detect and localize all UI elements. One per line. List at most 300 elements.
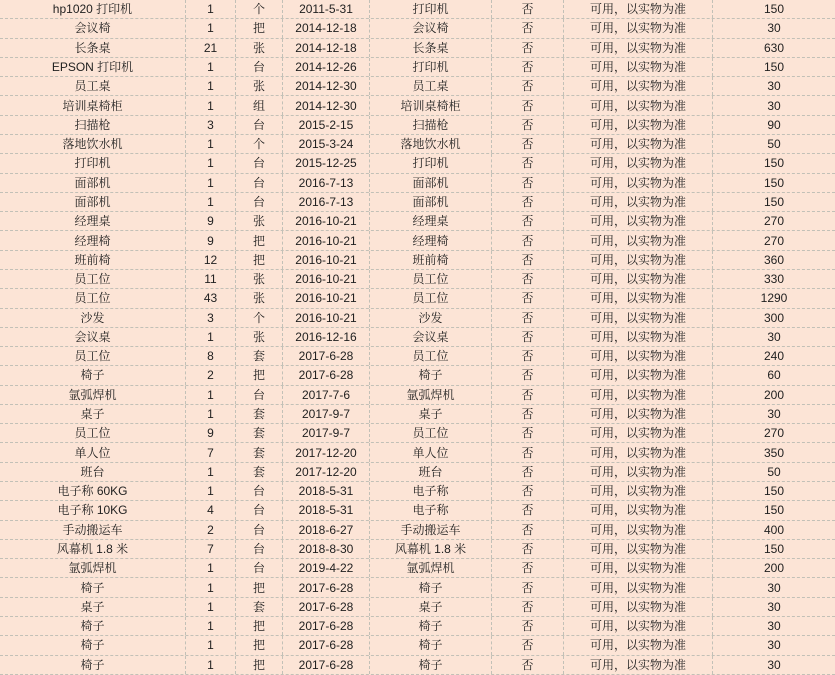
table-row: [0, 96, 835, 115]
table-row: [0, 289, 835, 308]
cell-unit[interactable]: 台: [236, 482, 283, 500]
cell-value[interactable]: 30: [767, 657, 781, 672]
cell-unit[interactable]: 套: [236, 424, 283, 442]
cell-unit[interactable]: 张: [236, 289, 283, 307]
cell-item-name-2[interactable]: 培训桌椅柜: [370, 96, 492, 114]
cell-item-name[interactable]: 经理椅: [0, 231, 186, 249]
cell-item-name[interactable]: 面部机: [0, 174, 186, 192]
cell-flag[interactable]: 否: [492, 424, 564, 442]
cell-item-name[interactable]: 电子称 10KG: [0, 501, 186, 519]
cell-value[interactable]: 150: [763, 542, 785, 557]
cell-flag[interactable]: 否: [492, 482, 564, 500]
cell-status[interactable]: 可用，以实物为准: [564, 598, 713, 616]
cell-date[interactable]: 2016-10-21: [283, 212, 370, 230]
cell-unit[interactable]: 组: [236, 96, 283, 114]
cell-flag[interactable]: 否: [492, 366, 564, 384]
cell-value[interactable]: 150: [763, 175, 785, 190]
cell-date[interactable]: 2018-6-27: [283, 521, 370, 539]
cell-flag[interactable]: 否: [492, 154, 564, 172]
cell-status[interactable]: 可用，以实物为准: [564, 251, 713, 269]
cell-item-name[interactable]: 电子称 60KG: [0, 482, 186, 500]
cell-unit[interactable]: 台: [236, 58, 283, 76]
cell-item-name-2[interactable]: 打印机: [370, 0, 492, 18]
cell-unit[interactable]: 张: [236, 39, 283, 57]
cell-flag[interactable]: 否: [492, 270, 564, 288]
cell-quantity[interactable]: 1: [186, 636, 236, 654]
cell-date[interactable]: 2017-6-28: [283, 617, 370, 635]
cell-status[interactable]: 可用，以实物为准: [564, 212, 713, 230]
cell-date[interactable]: 2016-10-21: [283, 231, 370, 249]
cell-item-name-2[interactable]: 扫描枪: [370, 116, 492, 134]
cell-item-name-2[interactable]: 员工位: [370, 424, 492, 442]
cell-unit[interactable]: 台: [236, 174, 283, 192]
cell-date[interactable]: 2018-5-31: [283, 501, 370, 519]
cell-value[interactable]: 60: [767, 368, 781, 383]
cell-unit[interactable]: 张: [236, 270, 283, 288]
cell-date[interactable]: 2017-6-28: [283, 636, 370, 654]
cell-item-name[interactable]: 员工位: [0, 289, 186, 307]
cell-flag[interactable]: 否: [492, 386, 564, 404]
table-row: [0, 347, 835, 366]
cell-status[interactable]: 可用，以实物为准: [564, 39, 713, 57]
cell-value[interactable]: 1290: [760, 291, 788, 306]
cell-value[interactable]: 30: [767, 21, 781, 36]
cell-quantity[interactable]: 7: [186, 540, 236, 558]
cell-value[interactable]: 90: [767, 117, 781, 132]
cell-value[interactable]: 30: [767, 98, 781, 113]
cell-unit[interactable]: 把: [236, 636, 283, 654]
cell-value[interactable]: 30: [767, 580, 781, 595]
cell-date[interactable]: 2016-7-13: [283, 193, 370, 211]
cell-value[interactable]: 270: [763, 233, 785, 248]
cell-flag[interactable]: 否: [492, 289, 564, 307]
cell-flag[interactable]: 否: [492, 19, 564, 37]
cell-value[interactable]: 200: [763, 561, 785, 576]
cell-date[interactable]: 2015-12-25: [283, 154, 370, 172]
cell-unit[interactable]: 台: [236, 154, 283, 172]
cell-status[interactable]: 可用，以实物为准: [564, 443, 713, 461]
cell-date[interactable]: 2014-12-18: [283, 19, 370, 37]
cell-quantity[interactable]: 1: [186, 386, 236, 404]
cell-value[interactable]: 30: [767, 599, 781, 614]
cell-quantity[interactable]: 1: [186, 0, 236, 18]
cell-value[interactable]: 30: [767, 638, 781, 653]
cell-item-name-2[interactable]: 电子称: [370, 482, 492, 500]
cell-status[interactable]: 可用，以实物为准: [564, 328, 713, 346]
cell-status[interactable]: 可用，以实物为准: [564, 77, 713, 95]
cell-value[interactable]: 30: [767, 329, 781, 344]
cell-date[interactable]: 2015-2-15: [283, 116, 370, 134]
cell-status[interactable]: 可用，以实物为准: [564, 559, 713, 577]
cell-quantity[interactable]: 1: [186, 617, 236, 635]
cell-value[interactable]: 300: [763, 310, 785, 325]
cell-quantity[interactable]: 11: [186, 270, 236, 288]
cell-item-name-2[interactable]: 会议椅: [370, 19, 492, 37]
cell-flag[interactable]: 否: [492, 598, 564, 616]
cell-quantity[interactable]: 1: [186, 154, 236, 172]
cell-status[interactable]: 可用，以实物为准: [564, 347, 713, 365]
cell-item-name-2[interactable]: 椅子: [370, 656, 492, 674]
table-row: [0, 617, 835, 636]
cell-status[interactable]: 可用，以实物为准: [564, 154, 713, 172]
cell-status[interactable]: 可用，以实物为准: [564, 270, 713, 288]
cell-value[interactable]: 150: [763, 59, 785, 74]
cell-flag[interactable]: 否: [492, 193, 564, 211]
cell-unit[interactable]: 把: [236, 366, 283, 384]
cell-flag[interactable]: 否: [492, 347, 564, 365]
cell-flag[interactable]: 否: [492, 116, 564, 134]
cell-value[interactable]: 330: [763, 272, 785, 287]
cell-status[interactable]: 可用，以实物为准: [564, 540, 713, 558]
cell-status[interactable]: 可用，以实物为准: [564, 617, 713, 635]
cell-flag[interactable]: 否: [492, 328, 564, 346]
cell-item-name[interactable]: 员工位: [0, 424, 186, 442]
cell-unit[interactable]: 个: [236, 0, 283, 18]
cell-quantity[interactable]: 12: [186, 251, 236, 269]
cell-item-name[interactable]: 扫描枪: [0, 116, 186, 134]
cell-unit[interactable]: 张: [236, 212, 283, 230]
cell-unit[interactable]: 把: [236, 231, 283, 249]
cell-item-name-2[interactable]: 经理桌: [370, 212, 492, 230]
cell-item-name[interactable]: 培训桌椅柜: [0, 96, 186, 114]
table-row: [0, 636, 835, 655]
cell-value[interactable]: 30: [767, 407, 781, 422]
cell-item-name[interactable]: 员工位: [0, 347, 186, 365]
cell-item-name-2[interactable]: 班前椅: [370, 251, 492, 269]
cell-item-name-2[interactable]: 打印机: [370, 58, 492, 76]
cell-item-name-2[interactable]: 单人位: [370, 443, 492, 461]
cell-quantity[interactable]: 1: [186, 656, 236, 674]
cell-date[interactable]: 2019-4-22: [283, 559, 370, 577]
cell-item-name[interactable]: 落地饮水机: [0, 135, 186, 153]
cell-flag[interactable]: 否: [492, 578, 564, 596]
cell-unit[interactable]: 把: [236, 251, 283, 269]
cell-quantity[interactable]: 9: [186, 231, 236, 249]
cell-date[interactable]: 2016-10-21: [283, 251, 370, 269]
cell-item-name-2[interactable]: 桌子: [370, 598, 492, 616]
cell-item-name[interactable]: 椅子: [0, 636, 186, 654]
cell-flag[interactable]: 否: [492, 501, 564, 519]
cell-item-name-2[interactable]: 椅子: [370, 578, 492, 596]
cell-date[interactable]: 2016-12-16: [283, 328, 370, 346]
cell-unit[interactable]: 套: [236, 598, 283, 616]
cell-date[interactable]: 2017-12-20: [283, 463, 370, 481]
cell-item-name[interactable]: 单人位: [0, 443, 186, 461]
cell-value[interactable]: 150: [763, 484, 785, 499]
cell-date[interactable]: 2017-6-28: [283, 656, 370, 674]
cell-flag[interactable]: 否: [492, 405, 564, 423]
table-row: [0, 463, 835, 482]
cell-flag[interactable]: 否: [492, 540, 564, 558]
cell-flag[interactable]: 否: [492, 656, 564, 674]
cell-item-name[interactable]: 会议椅: [0, 19, 186, 37]
table-row: [0, 598, 835, 617]
cell-item-name-2[interactable]: 椅子: [370, 636, 492, 654]
cell-flag[interactable]: 否: [492, 231, 564, 249]
cell-status[interactable]: 可用，以实物为准: [564, 386, 713, 404]
cell-date[interactable]: 2017-12-20: [283, 443, 370, 461]
cell-item-name[interactable]: 员工桌: [0, 77, 186, 95]
cell-value[interactable]: 150: [763, 194, 785, 209]
cell-status[interactable]: 可用，以实物为准: [564, 19, 713, 37]
cell-date[interactable]: 2017-6-28: [283, 366, 370, 384]
table-row: [0, 443, 835, 462]
cell-unit[interactable]: 套: [236, 405, 283, 423]
cell-item-name-2[interactable]: 员工位: [370, 347, 492, 365]
cell-quantity[interactable]: 7: [186, 443, 236, 461]
cell-item-name[interactable]: 长条桌: [0, 39, 186, 57]
cell-value[interactable]: 150: [763, 503, 785, 518]
cell-status[interactable]: 可用，以实物为准: [564, 96, 713, 114]
table-row: [0, 154, 835, 173]
cell-quantity[interactable]: 8: [186, 347, 236, 365]
table-row: [0, 212, 835, 231]
cell-date[interactable]: 2014-12-18: [283, 39, 370, 57]
cell-quantity[interactable]: 1: [186, 598, 236, 616]
cell-item-name-2[interactable]: 员工位: [370, 270, 492, 288]
cell-value[interactable]: 30: [767, 79, 781, 94]
cell-date[interactable]: 2016-10-21: [283, 270, 370, 288]
cell-date[interactable]: 2017-6-28: [283, 598, 370, 616]
cell-status[interactable]: 可用，以实物为准: [564, 366, 713, 384]
cell-item-name[interactable]: 会议桌: [0, 328, 186, 346]
table-row: [0, 656, 835, 675]
cell-item-name[interactable]: 手动搬运车: [0, 521, 186, 539]
cell-status[interactable]: 可用，以实物为准: [564, 636, 713, 654]
cell-date[interactable]: 2015-3-24: [283, 135, 370, 153]
cell-unit[interactable]: 套: [236, 443, 283, 461]
cell-item-name[interactable]: hp1020 打印机: [0, 0, 186, 18]
cell-quantity[interactable]: 1: [186, 77, 236, 95]
cell-value[interactable]: 630: [763, 40, 785, 55]
cell-item-name-2[interactable]: 氩弧焊机: [370, 386, 492, 404]
cell-flag[interactable]: 否: [492, 463, 564, 481]
cell-unit[interactable]: 张: [236, 77, 283, 95]
cell-item-name-2[interactable]: 打印机: [370, 154, 492, 172]
cell-item-name-2[interactable]: 桌子: [370, 405, 492, 423]
cell-value[interactable]: 270: [763, 214, 785, 229]
cell-status[interactable]: 可用，以实物为准: [564, 289, 713, 307]
cell-status[interactable]: 可用，以实物为准: [564, 521, 713, 539]
table-row: [0, 0, 835, 19]
cell-item-name[interactable]: 打印机: [0, 154, 186, 172]
cell-unit[interactable]: 台: [236, 540, 283, 558]
table-row: [0, 116, 835, 135]
cell-unit[interactable]: 台: [236, 501, 283, 519]
cell-item-name-2[interactable]: 椅子: [370, 617, 492, 635]
cell-flag[interactable]: 否: [492, 58, 564, 76]
cell-status[interactable]: 可用，以实物为准: [564, 482, 713, 500]
cell-unit[interactable]: 台: [236, 559, 283, 577]
cell-status[interactable]: 可用，以实物为准: [564, 578, 713, 596]
cell-item-name-2[interactable]: 手动搬运车: [370, 521, 492, 539]
cell-item-name-2[interactable]: 电子称: [370, 501, 492, 519]
cell-date[interactable]: 2017-9-7: [283, 424, 370, 442]
cell-date[interactable]: 2017-6-28: [283, 578, 370, 596]
cell-flag[interactable]: 否: [492, 212, 564, 230]
cell-status[interactable]: 可用，以实物为准: [564, 116, 713, 134]
cell-quantity[interactable]: 1: [186, 135, 236, 153]
table-row: [0, 135, 835, 154]
cell-quantity[interactable]: 1: [186, 559, 236, 577]
cell-item-name[interactable]: 氩弧焊机: [0, 559, 186, 577]
cell-status[interactable]: 可用，以实物为准: [564, 231, 713, 249]
cell-date[interactable]: 2014-12-26: [283, 58, 370, 76]
cell-item-name-2[interactable]: 面部机: [370, 174, 492, 192]
cell-date[interactable]: 2017-9-7: [283, 405, 370, 423]
table-row: [0, 578, 835, 597]
cell-item-name-2[interactable]: 经理椅: [370, 231, 492, 249]
cell-status[interactable]: 可用，以实物为准: [564, 463, 713, 481]
cell-flag[interactable]: 否: [492, 617, 564, 635]
cell-unit[interactable]: 把: [236, 656, 283, 674]
cell-quantity[interactable]: 9: [186, 424, 236, 442]
cell-value[interactable]: 50: [767, 137, 781, 152]
cell-flag[interactable]: 否: [492, 251, 564, 269]
cell-unit[interactable]: 张: [236, 328, 283, 346]
cell-unit[interactable]: 台: [236, 521, 283, 539]
cell-item-name-2[interactable]: 氩弧焊机: [370, 559, 492, 577]
cell-flag[interactable]: 否: [492, 174, 564, 192]
cell-quantity[interactable]: 1: [186, 578, 236, 596]
cell-flag[interactable]: 否: [492, 521, 564, 539]
cell-quantity[interactable]: 1: [186, 463, 236, 481]
cell-item-name[interactable]: 椅子: [0, 578, 186, 596]
cell-status[interactable]: 可用，以实物为准: [564, 656, 713, 674]
cell-quantity[interactable]: 1: [186, 482, 236, 500]
cell-quantity[interactable]: 1: [186, 19, 236, 37]
cell-item-name-2[interactable]: 沙发: [370, 309, 492, 327]
cell-item-name[interactable]: 风幕机 1.8 米: [0, 540, 186, 558]
cell-value[interactable]: 400: [763, 522, 785, 537]
cell-date[interactable]: 2017-7-6: [283, 386, 370, 404]
cell-unit[interactable]: 台: [236, 193, 283, 211]
cell-status[interactable]: 可用，以实物为准: [564, 309, 713, 327]
cell-value[interactable]: 270: [763, 426, 785, 441]
cell-flag[interactable]: 否: [492, 96, 564, 114]
cell-item-name[interactable]: 桌子: [0, 598, 186, 616]
cell-quantity[interactable]: 1: [186, 96, 236, 114]
cell-date[interactable]: 2011-5-31: [283, 0, 370, 18]
cell-unit[interactable]: 台: [236, 386, 283, 404]
cell-item-name[interactable]: 桌子: [0, 405, 186, 423]
cell-date[interactable]: 2014-12-30: [283, 96, 370, 114]
cell-status[interactable]: 可用，以实物为准: [564, 135, 713, 153]
cell-item-name-2[interactable]: 长条桌: [370, 39, 492, 57]
cell-flag[interactable]: 否: [492, 39, 564, 57]
cell-unit[interactable]: 个: [236, 135, 283, 153]
cell-value[interactable]: 150: [763, 2, 785, 17]
cell-status[interactable]: 可用，以实物为准: [564, 424, 713, 442]
cell-value[interactable]: 30: [767, 619, 781, 634]
cell-unit[interactable]: 台: [236, 116, 283, 134]
cell-unit[interactable]: 把: [236, 19, 283, 37]
cell-date[interactable]: 2018-5-31: [283, 482, 370, 500]
cell-unit[interactable]: 把: [236, 578, 283, 596]
cell-item-name-2[interactable]: 员工位: [370, 289, 492, 307]
cell-item-name[interactable]: 椅子: [0, 656, 186, 674]
cell-quantity[interactable]: 1: [186, 193, 236, 211]
cell-quantity[interactable]: 3: [186, 116, 236, 134]
cell-date[interactable]: 2016-10-21: [283, 309, 370, 327]
cell-quantity[interactable]: 4: [186, 501, 236, 519]
cell-item-name-2[interactable]: 风幕机 1.8 米: [370, 540, 492, 558]
cell-item-name[interactable]: 椅子: [0, 617, 186, 635]
cell-value[interactable]: 50: [767, 464, 781, 479]
cell-item-name-2[interactable]: 员工桌: [370, 77, 492, 95]
cell-flag[interactable]: 否: [492, 135, 564, 153]
cell-item-name[interactable]: 员工位: [0, 270, 186, 288]
cell-unit[interactable]: 套: [236, 347, 283, 365]
table-row: [0, 559, 835, 578]
cell-value[interactable]: 240: [763, 349, 785, 364]
cell-item-name[interactable]: 班台: [0, 463, 186, 481]
cell-quantity[interactable]: 43: [186, 289, 236, 307]
cell-flag[interactable]: 否: [492, 77, 564, 95]
cell-item-name[interactable]: 面部机: [0, 193, 186, 211]
cell-flag[interactable]: 否: [492, 559, 564, 577]
cell-flag[interactable]: 否: [492, 636, 564, 654]
cell-value[interactable]: 200: [763, 387, 785, 402]
cell-date[interactable]: 2014-12-30: [283, 77, 370, 95]
cell-status[interactable]: 可用，以实物为准: [564, 405, 713, 423]
cell-quantity[interactable]: 1: [186, 328, 236, 346]
cell-unit[interactable]: 个: [236, 309, 283, 327]
cell-date[interactable]: 2018-8-30: [283, 540, 370, 558]
cell-quantity[interactable]: 9: [186, 212, 236, 230]
cell-flag[interactable]: 否: [492, 309, 564, 327]
cell-item-name[interactable]: 班前椅: [0, 251, 186, 269]
cell-flag[interactable]: 否: [492, 0, 564, 18]
cell-item-name[interactable]: 沙发: [0, 309, 186, 327]
cell-item-name-2[interactable]: 椅子: [370, 366, 492, 384]
cell-quantity[interactable]: 1: [186, 405, 236, 423]
table-row: [0, 174, 835, 193]
cell-quantity[interactable]: 1: [186, 58, 236, 76]
cell-status[interactable]: 可用，以实物为准: [564, 0, 713, 18]
cell-quantity[interactable]: 21: [186, 39, 236, 57]
cell-value[interactable]: 150: [763, 156, 785, 171]
cell-status[interactable]: 可用，以实物为准: [564, 58, 713, 76]
cell-flag[interactable]: 否: [492, 443, 564, 461]
table-row: [0, 231, 835, 250]
cell-item-name-2[interactable]: 落地饮水机: [370, 135, 492, 153]
cell-quantity[interactable]: 2: [186, 521, 236, 539]
cell-value[interactable]: 360: [763, 252, 785, 267]
cell-item-name-2[interactable]: 班台: [370, 463, 492, 481]
cell-item-name[interactable]: 经理桌: [0, 212, 186, 230]
cell-unit[interactable]: 把: [236, 617, 283, 635]
cell-item-name[interactable]: 氩弧焊机: [0, 386, 186, 404]
cell-date[interactable]: 2016-10-21: [283, 289, 370, 307]
cell-item-name[interactable]: 椅子: [0, 366, 186, 384]
cell-quantity[interactable]: 1: [186, 174, 236, 192]
cell-item-name-2[interactable]: 面部机: [370, 193, 492, 211]
cell-date[interactable]: 2016-7-13: [283, 174, 370, 192]
cell-unit[interactable]: 套: [236, 463, 283, 481]
cell-item-name-2[interactable]: 会议桌: [370, 328, 492, 346]
cell-status[interactable]: 可用，以实物为准: [564, 501, 713, 519]
cell-quantity[interactable]: 3: [186, 309, 236, 327]
cell-status[interactable]: 可用，以实物为准: [564, 193, 713, 211]
table-row: [0, 19, 835, 38]
cell-date[interactable]: 2017-6-28: [283, 347, 370, 365]
cell-value[interactable]: 350: [763, 445, 785, 460]
cell-quantity[interactable]: 2: [186, 366, 236, 384]
table-row: [0, 328, 835, 347]
cell-status[interactable]: 可用，以实物为准: [564, 174, 713, 192]
cell-item-name[interactable]: EPSON 打印机: [0, 58, 186, 76]
